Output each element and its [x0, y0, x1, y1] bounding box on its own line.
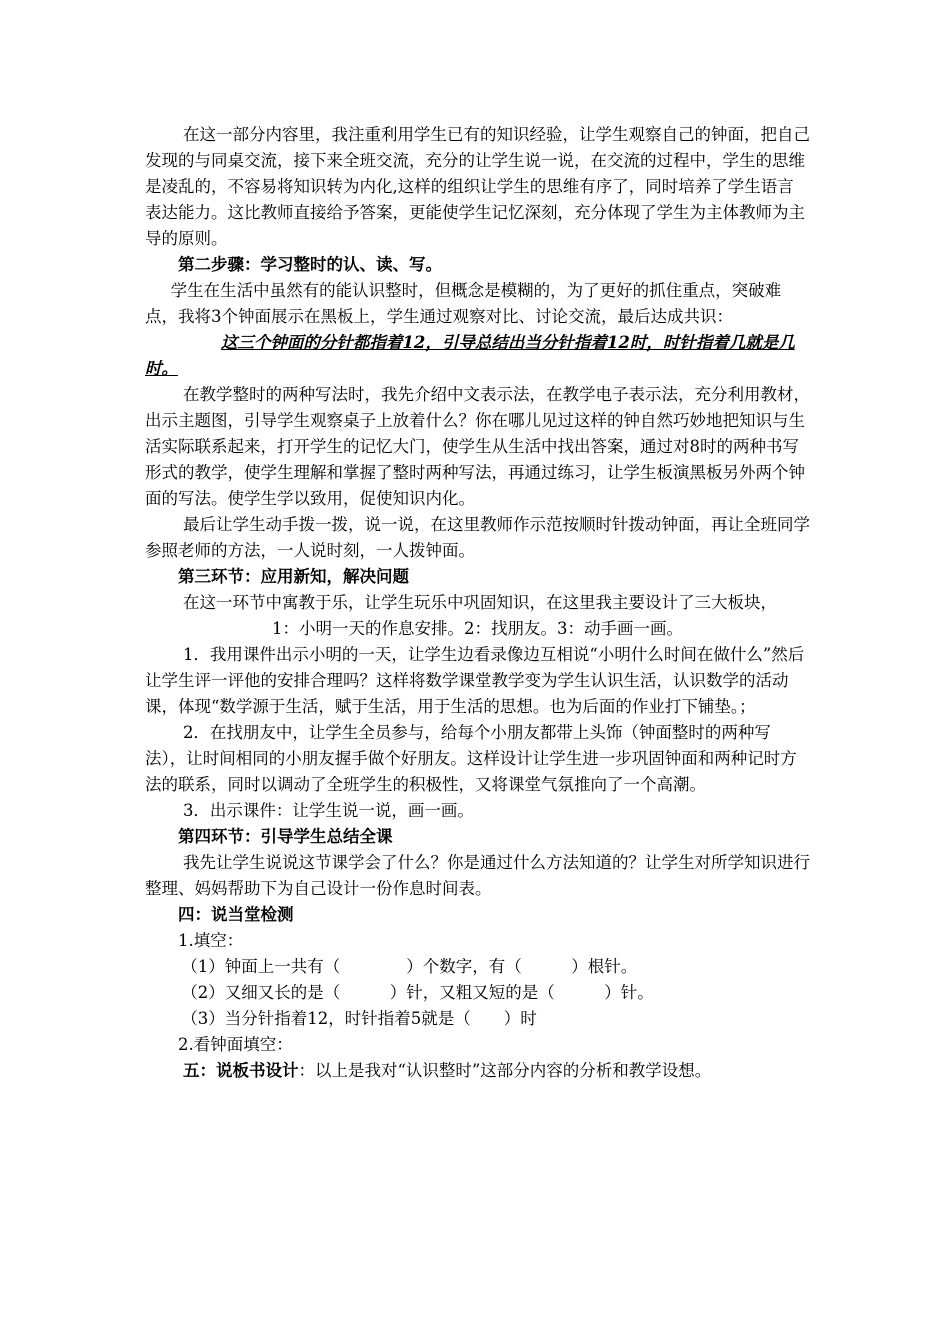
- section-heading-step3: 第三环节：应用新知，解决问题: [178, 567, 409, 586]
- fill-blank-item: （1）钟面上一共有（ ）个数字，有（ ）根针。: [181, 957, 638, 976]
- section-five-text: ：以上是我对“认识整时”这部分内容的分析和教学设想。: [298, 1061, 712, 1080]
- document-body: [145, 122, 810, 1084]
- clock-question-title: 2.看钟面填空：: [178, 1035, 293, 1054]
- section-heading-step2: 第二步骤：学习整时的认、读、写。: [178, 255, 442, 274]
- paragraph: 最后让学生动手拨一拨，说一说，在这里教师作示范按顺时针拨动钟面，再让全班同学参照老师的方法，一人说时刻，一人拨钟面。: [145, 515, 810, 560]
- fill-blank-item: （3）当分针指着12，时针指着5就是（ ）时: [181, 1009, 537, 1028]
- paragraph: 1．我用课件出示小明的一天，让学生边看录像边互相说“小明什么时间在做什么”然后让学生评一评他的安排合理吗？这样将数学课堂教学变为学生认识生活，认识数学的活动课，体现“数学源于生活，赋于生活，用于生活的思想。也为后面的作业打下铺垫。；: [145, 645, 805, 716]
- section-heading-five: 五：说板书设计: [182, 1061, 299, 1080]
- fill-blank-item: （2）又细又长的是（ ）针，又粗又短的是（ ）针。: [181, 983, 654, 1002]
- paragraph: 在教学整时的两种写法时，我先介绍中文表示法，在教学电子表示法，充分利用教材，出示主题图，引导学生观察桌子上放着什么？你在哪儿见过这样的钟自然巧妙地把知识与生活实际联系起来，打开学生的记忆大门，使学生从生活中找出答案，通过对8时的两种书写形式的教学，使学生理解和掌握了整时两种写法，再通过练习，让学生板演黑板另外两个钟面的写法。使学生学以致用，促使知识内化。: [145, 385, 810, 508]
- paragraph: 我先让学生说说这节课学会了什么？你是通过什么方法知道的？让学生对所学知识进行整理、妈妈帮助下为自己设计一份作息时间表。: [145, 853, 810, 898]
- section-heading-four: 四：说当堂检测: [178, 905, 294, 924]
- paragraph: 学生在生活中虽然有的能认识整时，但概念是模糊的，为了更好的抓住重点，突破难点，我将3个钟面展示在黑板上，学生通过观察对比、讨论交流，最后达成共识：: [145, 281, 782, 326]
- section-heading-step4: 第四环节：引导学生总结全课: [178, 827, 393, 846]
- paragraph: 在这一部分内容里，我注重利用学生已有的知识经验，让学生观察自己的钟面，把自己发现的与同桌交流，接下来全班交流，充分的让学生说一说，在交流的过程中，学生的思维是凌乱的，不容易将知识转为内化,这样的组织让学生的思维有序了，同时培养了学生语言表达能力。这比教师直接给予答案，更能使学生记忆深刻，充分体现了学生为主体教师为主导的原则。: [145, 125, 810, 248]
- section-five: [145, 1058, 810, 1084]
- activity-list: 1：小明一天的作息安排。2：找朋友。3：动手画一画。: [272, 619, 683, 638]
- paragraph: 在这一环节中寓教于乐，让学生玩乐中巩固知识，在这里我主要设计了三大板块，: [182, 593, 777, 612]
- fill-blank-title: 1.填空：: [178, 931, 244, 950]
- paragraph: 2．在找朋友中，让学生全员参与，给每个小朋友都带上头饰（钟面整时的两种写法），让时间相同的小朋友握手做个好朋友。这样设计让学生进一步巩固钟面和两种记时方法的联系，同时以调动了全班学生的积极性，又将课堂气氛推向了一个高潮。: [145, 723, 797, 794]
- paragraph: 3．出示课件：让学生说一说，画一画。: [182, 801, 474, 820]
- emphasis-statement: 这三个钟面的分针都指着12，引导总结出当分针指着12时，时针指着几就是几时。: [145, 333, 795, 378]
